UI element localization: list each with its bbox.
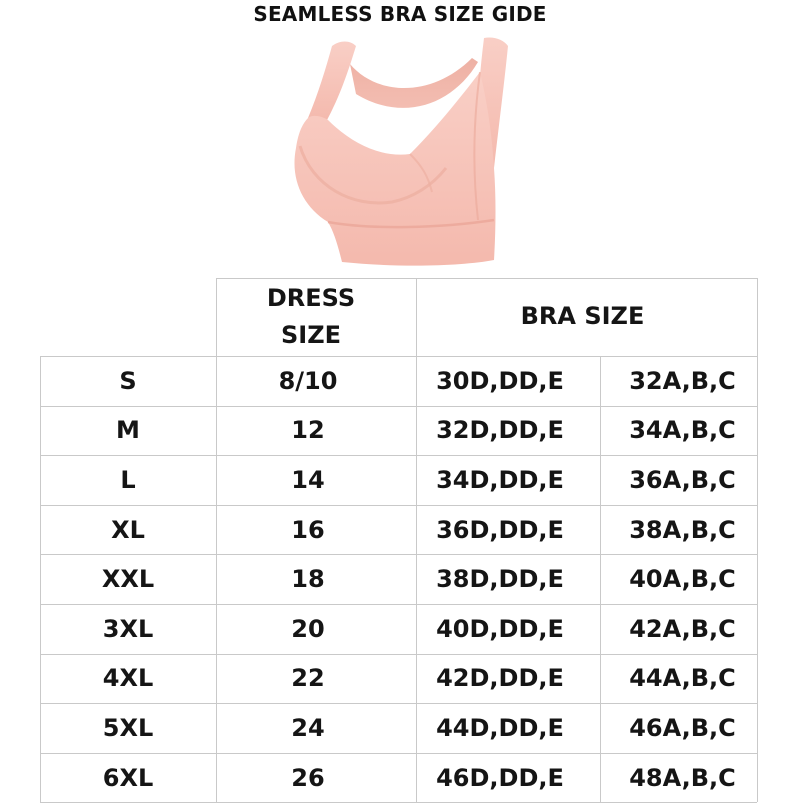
- size-cell: M: [116, 416, 140, 445]
- bra-size-a-cell: 40A,B,C: [629, 565, 736, 594]
- header-dress-size: DRESS SIZE: [266, 284, 356, 349]
- bra-size-d-cell: 38D,DD,E: [436, 565, 564, 594]
- bra-size-a-cell: 46A,B,C: [629, 713, 736, 742]
- bra-size-a-cell: 34A,B,C: [629, 416, 736, 445]
- size-cell: 4XL: [102, 664, 154, 693]
- bra-size-d-cell: 40D,DD,E: [436, 614, 564, 643]
- bra-size-d-cell: 46D,DD,E: [436, 763, 564, 792]
- bra-size-a-cell: 48A,B,C: [629, 763, 736, 792]
- bra-size-d-cell: 36D,DD,E: [436, 515, 564, 544]
- seamless-bra-illustration: [282, 36, 520, 272]
- dress-size-cell: 22: [291, 664, 325, 693]
- bra-size-a-cell: 38A,B,C: [629, 515, 736, 544]
- bra-size-d-cell: 32D,DD,E: [436, 416, 564, 445]
- bra-size-d-cell: 42D,DD,E: [436, 664, 564, 693]
- dress-size-cell: 20: [291, 614, 325, 643]
- bra-size-a-cell: 42A,B,C: [629, 614, 736, 643]
- bra-size-d-cell: 44D,DD,E: [436, 713, 564, 742]
- size-cell: 3XL: [102, 614, 154, 643]
- bra-size-d-cell: 30D,DD,E: [436, 366, 564, 395]
- size-cell: L: [120, 465, 136, 494]
- page-title: SEAMLESS BRA SIZE GIDE: [253, 2, 547, 26]
- size-cell: 5XL: [102, 713, 154, 742]
- dress-size-cell: 16: [291, 515, 325, 544]
- dress-size-cell: 26: [291, 763, 325, 792]
- dress-size-cell: 12: [291, 416, 325, 445]
- bra-size-d-cell: 34D,DD,E: [436, 465, 564, 494]
- bra-size-a-cell: 32A,B,C: [629, 366, 736, 395]
- size-cell: XXL: [101, 565, 155, 594]
- bra-size-a-cell: 36A,B,C: [629, 465, 736, 494]
- size-cell: XL: [111, 515, 145, 544]
- dress-size-cell: 8/10: [278, 366, 338, 395]
- dress-size-cell: 14: [291, 465, 325, 494]
- size-cell: S: [119, 366, 137, 395]
- size-cell: 6XL: [102, 763, 154, 792]
- dress-size-cell: 18: [291, 565, 325, 594]
- dress-size-cell: 24: [291, 713, 325, 742]
- bra-subcolumn-divider: [600, 356, 601, 802]
- header-bra-size: BRA SIZE: [520, 301, 645, 330]
- bra-size-a-cell: 44A,B,C: [629, 664, 736, 693]
